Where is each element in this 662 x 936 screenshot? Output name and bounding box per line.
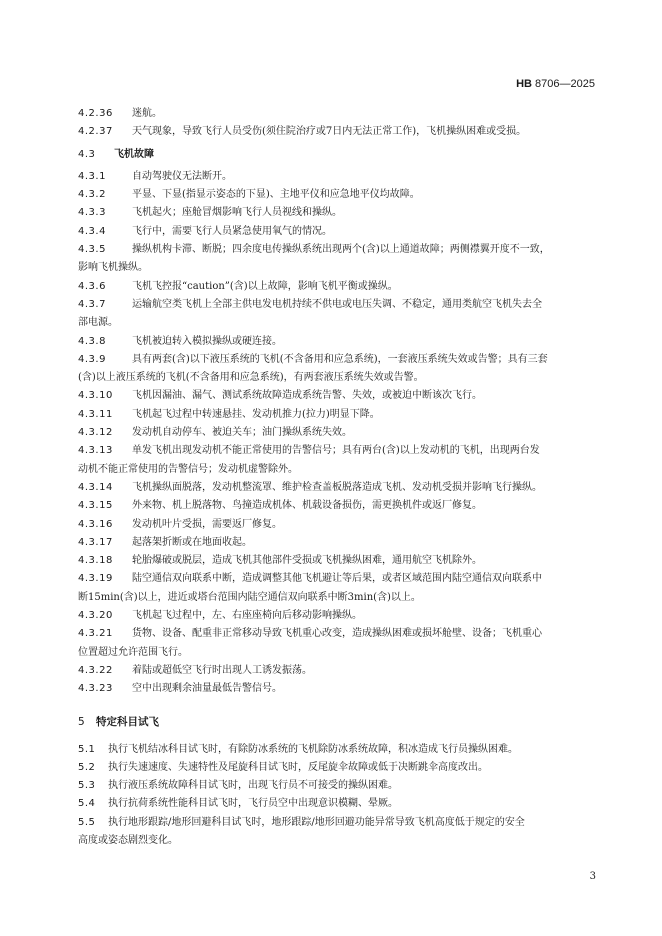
clause-item [78,516,598,534]
clause-text: 飞机起飞过程中，左、右座座椅向后移动影响操纵。 [132,610,362,622]
clause-text: 飞机起飞过程中转速悬挂、发动机推力(拉力)明显下降。 [132,408,380,420]
clause-text: 自动驾驶仪无法断开。 [132,170,232,182]
clause-number: 5.4 [78,798,96,810]
clause-text: 飞机操纵面脱落，发动机整流罩、维护检查盖板脱落造成飞机、发动机受损并影响飞行操纵。 [132,481,542,493]
clause-heading-number: 4.3 [78,148,96,160]
clause-number: 4.3.11 [78,408,113,420]
clause-number: 4.3.16 [78,518,113,530]
clause-number: 5.5 [78,816,96,828]
clause-item [78,534,598,552]
clause-item [78,570,598,588]
clause-number: 4.3.22 [78,664,113,676]
clause-text: 执行失速速度、失速特性及尾旋科目试飞时，反尾旋伞故障或低于决断跳伞高度改出。 [108,761,488,773]
clause-text: 外来物、机上脱落物、鸟撞造成机体、机载设备损伤，需更换机件或返厂修复。 [132,500,482,512]
clause-list-5 [78,741,598,851]
clause-item [78,406,598,424]
section-number: 5 [78,715,86,728]
clause-text: 飞行中，需要飞行人员紧急使用氧气的情况。 [132,225,332,237]
clause-number: 4.3.17 [78,536,113,548]
clause-item [78,607,598,625]
clause-number: 4.3.10 [78,390,113,402]
clause-item [78,296,598,314]
clause-text: 迷航。 [132,108,162,119]
clause-text: 空中出现剩余油量最低告警信号。 [132,683,282,695]
clause-text: 发动机叶片受损，需要返厂修复。 [132,518,282,530]
clause-number: 4.3.19 [78,573,113,585]
clause-number: 4.2.36 [78,108,113,119]
clause-text-continuation: 高度或姿态剧烈变化。 [78,834,178,846]
clause-item [78,278,598,296]
clause-item [78,123,598,141]
clause-heading-4-3 [78,146,598,164]
clause-number: 4.3.7 [78,298,106,310]
clause-number: 5.1 [78,743,96,755]
clause-number: 4.2.37 [78,126,113,138]
clause-number: 4.3.13 [78,445,113,457]
clause-item [78,759,598,777]
clause-text: 飞机起火；座舱冒烟影响飞行人员视线和操纵。 [132,207,342,219]
clause-text: 执行地形跟踪/地形回避科目试飞时，地形跟踪/地形回避功能异常导致飞机高度低于规定的安全 [108,816,525,828]
clause-item [78,680,598,698]
clause-item [78,625,598,643]
clause-number: 4.3.12 [78,427,113,439]
clause-text-continuation: 断15min(含)以上，进近或塔台范围内陆空通信双向联系中断3min(含)以上。 [78,591,421,603]
clause-item [78,351,598,369]
standard-code: HB [516,78,532,90]
clause-number: 4.3.18 [78,555,113,567]
clause-number: 4.3.14 [78,481,113,493]
clause-text: 飞机飞控报“caution”(含)以上故障，影响飞机平衡或操纵。 [132,280,398,292]
clause-item [78,223,598,241]
section-title: 特定科目试飞 [96,715,159,728]
clause-item [78,662,598,680]
section-heading-5 [78,713,598,731]
clause-item [78,814,598,832]
clause-number: 4.3.21 [78,628,113,640]
clause-text: 平显、下显(指显示姿态的下显)、主地平仪和应急地平仪均故障。 [132,189,420,201]
clause-text-continuation: (含)以上液压系统的飞机(不含备用和应急系统)，有两套液压系统失效或告警。 [78,372,424,384]
clause-item [78,186,598,204]
clause-item [78,497,598,515]
clause-number: 5.3 [78,780,96,792]
clause-number: 5.2 [78,761,96,773]
clause-text: 执行抗荷系统性能科目试飞时，飞行员空中出现意识模糊、晕厥。 [108,798,398,810]
clause-text: 操纵机构卡滞、断脱；四余度电传操纵系统出现两个(含)以上通道故障；两侧襟翼开度不一致， [132,244,550,256]
clause-item [78,387,598,405]
clause-text: 具有两套(含)以下液压系统的飞机(不含备用和应急系统)，一套液压系统失效或告警；具有三套 [132,353,548,365]
clause-item [78,741,598,759]
clause-number: 4.3.5 [78,244,106,256]
clause-text: 着陆或超低空飞行时出现人工诱发振荡。 [132,664,312,676]
clause-number: 4.3.3 [78,207,106,219]
clause-list-4-2 [78,105,598,142]
clause-text: 轮胎爆破或脱层，造成飞机其他部件受损或飞机操纵困难，通用航空飞机除外。 [132,555,482,567]
clause-heading-title: 飞机故障 [114,148,154,160]
clause-text-continuation: 部电源。 [78,317,118,329]
page-number: 3 [589,871,596,882]
clause-item [78,424,598,442]
page-content [78,105,598,850]
clause-text: 天气现象，导致飞行人员受伤(须住院治疗或7日内无法正常工作)，飞机操纵困难或受损。 [132,126,527,138]
clause-text: 货物、设备、配重非正常移动导致飞机重心改变，造成操纵困难或损坏舱壁、设备；飞机重心 [132,628,542,640]
clause-list-4-3 [78,168,598,699]
clause-text-continuation: 动机不能正常使用的告警信号；发动机虚警除外。 [78,463,298,475]
clause-text: 飞机被迫转入模拟操纵或硬连接。 [132,335,282,347]
clause-item [78,442,598,460]
document-header [516,78,595,90]
clause-number: 4.3.2 [78,189,106,201]
clause-text: 执行液压系统故障科目试飞时，出现飞行员不可接受的操纵困难。 [108,780,398,792]
clause-item [78,204,598,222]
clause-text-continuation: 影响飞机操纵。 [78,262,148,274]
clause-number: 4.3.9 [78,353,106,365]
clause-number: 4.3.15 [78,500,113,512]
clause-item [78,777,598,795]
clause-number: 4.3.23 [78,683,113,695]
clause-item [78,241,598,259]
clause-item [78,795,598,813]
clause-number: 4.3.4 [78,225,106,237]
clause-number: 4.3.8 [78,335,106,347]
clause-text-continuation: 位置超过允许范围飞行。 [78,646,188,658]
clause-number: 4.3.1 [78,170,106,182]
clause-text: 陆空通信双向联系中断，造成调整其他飞机避让等后果，或者区域范围内陆空通信双向联系中 [132,573,542,585]
clause-number: 4.3.20 [78,610,113,622]
clause-text: 运输航空类飞机上全部主供电发电机持续不供电或电压失调、不稳定，通用类航空飞机失去全 [132,298,542,310]
clause-text: 单发飞机出现发动机不能正常使用的告警信号；具有两台(含)以上发动机的飞机，出现两台发 [132,445,540,457]
clause-item [78,333,598,351]
clause-text: 起落架折断或在地面收起。 [132,536,252,548]
clause-item [78,105,598,123]
clause-item [78,479,598,497]
clause-number: 4.3.6 [78,280,106,292]
clause-text: 飞机因漏油、漏气、测试系统故障造成系统告警、失效，或被迫中断该次飞行。 [132,390,482,402]
clause-item [78,552,598,570]
clause-item [78,168,598,186]
standard-number: 8706—2025 [535,78,595,90]
clause-text: 执行飞机结冰科目试飞时，有除防冰系统的飞机除防冰系统故障，积冰造成飞行员操纵困难。 [108,743,518,755]
clause-text: 发动机自动停车、被迫关车；油门操纵系统失效。 [132,427,352,439]
